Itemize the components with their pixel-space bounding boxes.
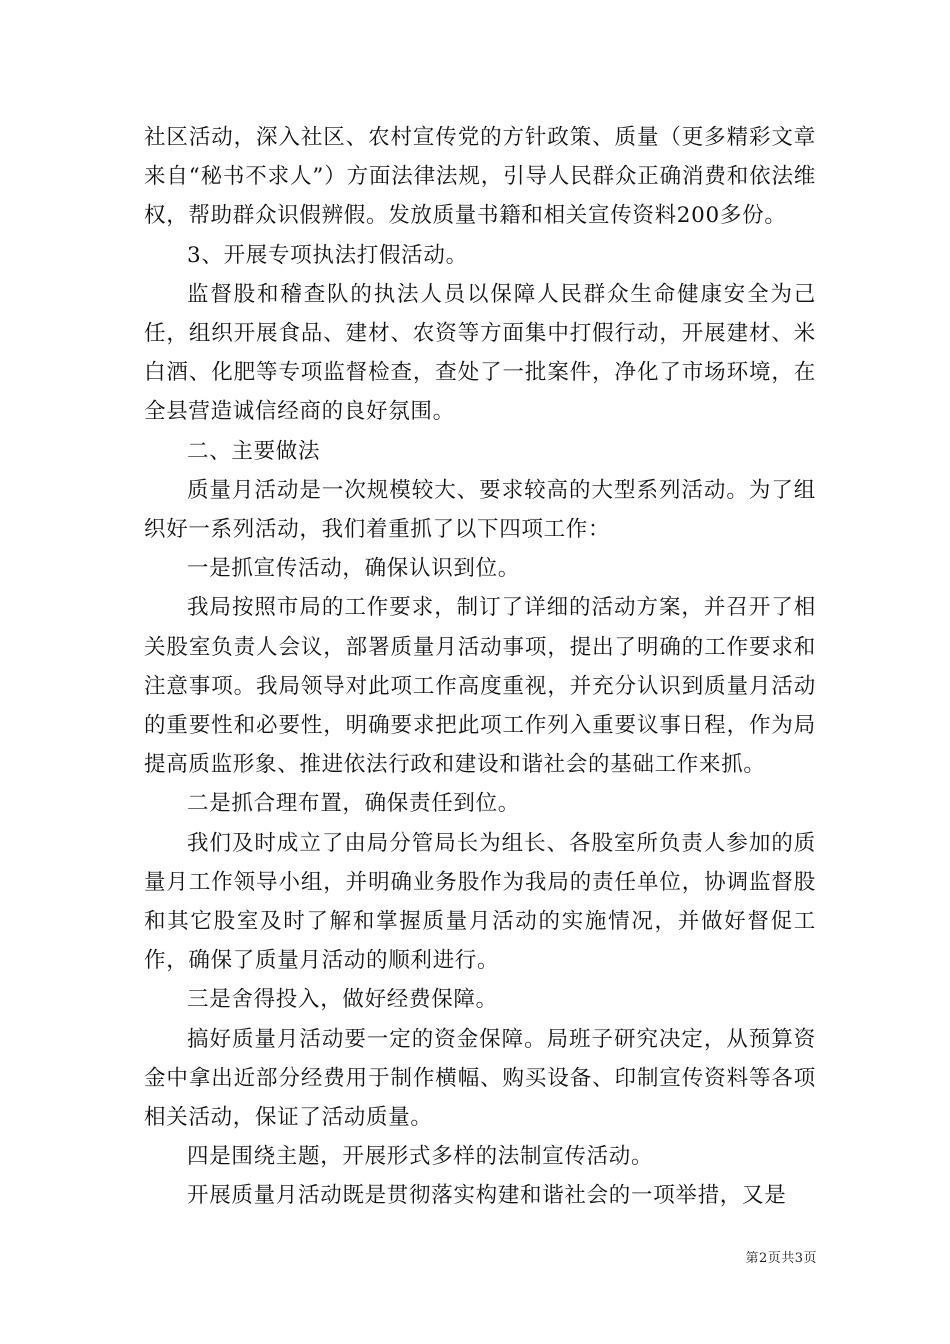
subheading-2: 二是抓合理布置，确保责任到位。 [187, 791, 521, 817]
subheading-4: 四是围绕主题，开展形式多样的法制宣传活动。 [187, 1144, 654, 1170]
paragraph-7: 我局按照市局的工作要求，制订了详细的活动方案，并召开了相关股室负责人会议，部署质量月活动事项，提出了明确的工作要求和注意事项。我局领导对此项工作高度重视，并充分认识到质量月活动的重要性和必要性，明确要求把此项工作列入重要议事日程，作为局提高质监形象、推进依法行政和建设和谐社会的基础工作来抓。 [144, 595, 816, 778]
paragraph-13: 开展质量月活动既是贯彻落实构建和谐社会的一项举措，又是 [187, 1183, 787, 1209]
paragraph-2: 3、开展专项执法打假活动。 [187, 242, 468, 268]
paragraph-11: 搞好质量月活动要一定的资金保障。局班子研究决定，从预算资金中拿出近部分经费用于制作横幅、购买设备、印制宣传资料等各项相关活动，保证了活动质量。 [144, 1026, 816, 1131]
paragraph-9: 我们及时成立了由局分管局长为组长、各股室所负责人参加的质量月工作领导小组，并明确业务股作为我局的责任单位，协调监督股和其它股室及时了解和掌握质量月活动的实施情况，并做好督促工作，确保了质量月活动的顺利进行。 [144, 830, 816, 974]
paragraph-3: 监督股和稽查队的执法人员以保障人民群众生命健康安全为己任，组织开展食品、建材、农资等方面集中打假行动，开展建材、米白酒、化肥等专项监督检查，查处了一批案件，净化了市场环境，在全县营造诚信经商的良好氛围。 [144, 281, 816, 425]
section-heading: 二、主要做法 [187, 438, 321, 464]
document-body [144, 118, 816, 1216]
page-number-footer: 第2页共3页 [745, 1251, 817, 1266]
paragraph-1: 社区活动，深入社区、农村宣传党的方针政策、质量（更多精彩文章来自“秘书不求人”）方面法律法规，引导人民群众正确消费和依法维权，帮助群众识假辨假。发放质量书籍和相关宣传资料200多份。 [144, 125, 816, 229]
paragraph-5: 质量月活动是一次规模较大、要求较高的大型系列活动。为了组织好一系列活动，我们着重抓了以下四项工作： [144, 477, 816, 543]
subheading-3: 三是舍得投入，做好经费保障。 [187, 987, 498, 1013]
subheading-1: 一是抓宣传活动，确保认识到位。 [187, 556, 521, 582]
